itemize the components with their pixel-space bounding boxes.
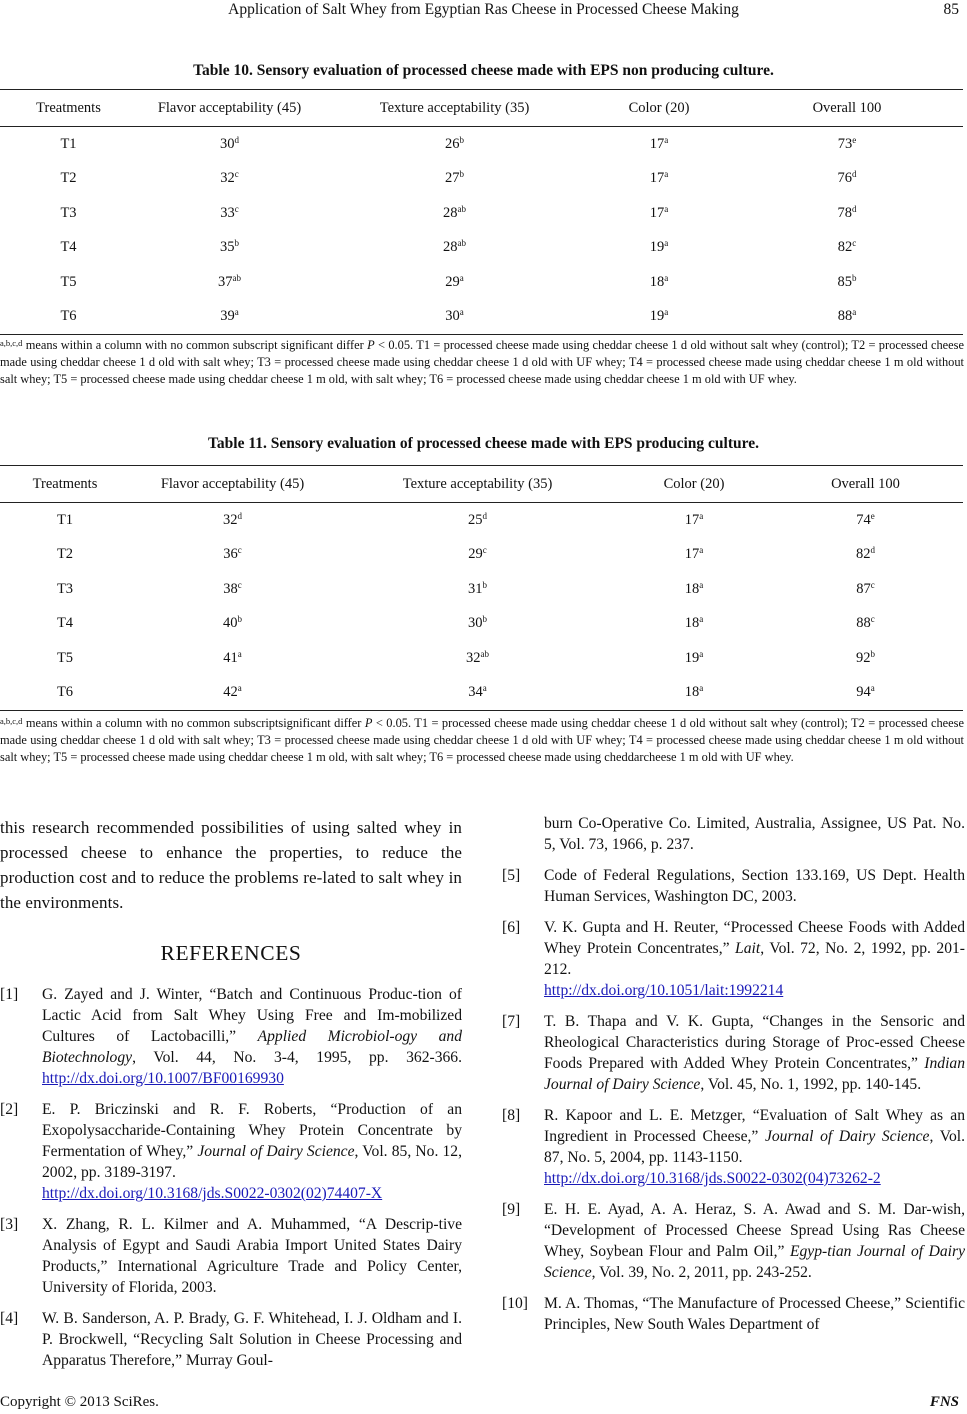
cell-overall: [731, 231, 963, 266]
cell-texture: [322, 265, 587, 300]
cell-overall: [768, 503, 963, 538]
cell-texture: [335, 572, 620, 607]
cell-flavor: [130, 676, 335, 711]
body-paragraph: this research recommended possibilities of using salted whey in processed cheese to enhance the properties, to reduce the production cost and to reduce the problems re-lated to salt whey in the environments.: [0, 818, 462, 912]
cell-texture: [322, 231, 587, 266]
ref-number: [9]: [502, 1201, 521, 1218]
doi-link[interactable]: http://dx.doi.org/10.3168/jds.S0022-0302(04)73262-2: [544, 1170, 881, 1187]
cell-treatment: [0, 162, 137, 197]
cell-value: 31: [468, 580, 483, 597]
journal-abbrev: FNS: [929, 1394, 959, 1410]
cell-value: 18: [684, 615, 700, 632]
cell-value: T4: [56, 615, 74, 632]
significance-letter: b: [459, 134, 464, 145]
significance-letter: b: [459, 169, 464, 180]
cell-color: [587, 127, 731, 162]
cell-value: 32: [223, 511, 238, 528]
ref-details: , Vol. 44, No. 3-4, 1995, pp. 362-366.: [132, 1049, 462, 1066]
cell-value: 37: [218, 273, 233, 290]
ref-number: [5]: [502, 867, 521, 884]
significance-letter: c: [234, 203, 239, 214]
cell-value: 28: [443, 239, 458, 256]
table-row: [0, 607, 963, 642]
cell-value: T3: [56, 580, 74, 597]
significance-letter: d: [852, 203, 857, 214]
reference-6: [502, 917, 965, 1001]
cell-value: 26: [445, 135, 460, 152]
cell-value: 19: [649, 308, 665, 325]
cell-flavor: [130, 538, 335, 573]
footnote-text-b: < 0.05. T1 = processed cheese made using cheddar cheese 1 d old without salt whey (control); T2 = processed cheese made using cheddar cheese 1 d old with salt whey; T3 = processed cheese made using cheddar cheese 1 d old with UF whey; T4 = processed cheese made using cheddar cheese 1 m old without salt whey; T5 = processed cheese made using cheddar cheese 1 m old, with salt whey; T6 = processed cheese made using cheddar cheese 1 m old with UF whey.: [0, 338, 964, 386]
footnote-p: P: [364, 716, 373, 730]
ref-journal: Egyp-tian Journal of Dairy Science: [544, 1243, 965, 1281]
table-header-row: [0, 466, 963, 503]
cell-value: 87: [856, 580, 871, 597]
table-11-footnote: [0, 715, 964, 766]
table-row: [0, 676, 963, 711]
ref-details: , Vol. 39, No. 2, 2011, pp. 243-252.: [591, 1264, 812, 1281]
table-row: [0, 538, 963, 573]
significance-letter: c: [482, 545, 487, 556]
cell-value: T1: [56, 511, 74, 528]
cell-value: T1: [60, 135, 77, 152]
table-row: [0, 196, 963, 231]
cell-color: [587, 300, 731, 335]
ref-text: G. Zayed and J. Winter, “Batch and Continuous Produc-tion of Lactic Acid from Salt Whey Using Free and Im-mobilized Cultures of Lactobacilli,”: [42, 986, 462, 1045]
cell-treatment: [0, 127, 137, 162]
col-header-color: Color (20): [620, 466, 768, 503]
footnote-superscript: a,b,c,d: [0, 338, 23, 348]
reference-5: [502, 865, 965, 907]
cell-color: [620, 641, 768, 676]
cell-flavor: [130, 572, 335, 607]
ref-number: [7]: [502, 1013, 521, 1030]
cell-value: 82: [856, 546, 871, 563]
cell-value: 25: [468, 511, 483, 528]
significance-letter: a: [664, 203, 669, 214]
significance-letter: d: [237, 510, 242, 521]
ref-text: M. A. Thomas, “The Manufacture of Processed Cheese,” Scientific Principles, New South Wales Department of: [544, 1295, 965, 1333]
significance-letter: c: [234, 169, 239, 180]
table-10-caption: Table 10. Sensory evaluation of processed cheese made with EPS non producing culture.: [193, 62, 774, 79]
significance-letter: a: [459, 307, 464, 318]
cell-treatment: [0, 300, 137, 335]
cell-flavor: [130, 641, 335, 676]
cell-treatment: [0, 676, 130, 711]
cell-texture: [335, 676, 620, 711]
cell-value: T6: [60, 308, 77, 325]
cell-value: 40: [223, 615, 238, 632]
reference-1: [0, 984, 462, 1089]
ref-number: [10]: [502, 1295, 528, 1312]
cell-value: T4: [60, 239, 77, 256]
col-header-flavor: Flavor acceptability (45): [137, 90, 322, 127]
table-row: [0, 503, 963, 538]
ref-text: Code of Federal Regulations, Section 133.169, US Dept. Health Human Services, Washington DC, 2003.: [544, 867, 965, 905]
cell-color: [620, 503, 768, 538]
cell-texture: [322, 196, 587, 231]
ref-journal: Indian Journal of Dairy Science: [544, 1055, 965, 1093]
significance-letter: d: [234, 134, 239, 145]
footnote-text-b: < 0.05. T1 = processed cheese made using cheddar cheese 1 d old without salt whey (control); T2 = processed cheese made using cheddar cheese 1 d old with salt whey; T3 = processed cheese made using cheddar cheese 1 d old with UF whey; T4 = processed cheese made using cheddar cheese 1 m old without salt whey; T5 = processed cheese made using cheddar cheese 1 m old, with salt whey; T6 = processed cheese made using cheddarcheese 1 m old with UF whey.: [0, 716, 964, 764]
significance-letter: c: [870, 614, 875, 625]
references-heading: REFERENCES: [160, 941, 302, 965]
col-header-overall: Overall 100: [731, 90, 963, 127]
table-10-footnote: [0, 337, 964, 388]
cell-value: 18: [684, 580, 700, 597]
ref-text: burn Co-Operative Co. Limited, Australia, Assignee, US Pat. No. 5, Vol. 73, 1966, p. 237.: [544, 815, 965, 853]
reference-7: [502, 1011, 965, 1095]
significance-letter: c: [237, 545, 242, 556]
cell-value: 94: [856, 684, 871, 701]
running-title: Application of Salt Whey from Egyptian Ras Cheese in Processed Cheese Making: [228, 1, 739, 18]
cell-texture: [335, 641, 620, 676]
col-header-flavor: Flavor acceptability (45): [130, 466, 335, 503]
cell-value: 42: [223, 684, 238, 701]
cell-value: 30: [468, 615, 483, 632]
cell-color: [620, 572, 768, 607]
cell-value: 17: [684, 546, 700, 563]
cell-value: 17: [649, 135, 665, 152]
significance-letter: c: [870, 579, 875, 590]
reference-2: [0, 1099, 462, 1204]
significance-letter: c: [852, 238, 857, 249]
cell-flavor: [137, 300, 322, 335]
cell-overall: [768, 641, 963, 676]
cell-overall: [731, 300, 963, 335]
cell-treatment: [0, 572, 130, 607]
cell-value: 88: [837, 308, 853, 325]
cell-value: 18: [684, 684, 700, 701]
cell-value: 17: [649, 170, 665, 187]
cell-overall: [731, 127, 963, 162]
col-header-treatments: Treatments: [0, 466, 130, 503]
footnote-text-a: means within a column with no common subscriptsignificant differ: [22, 716, 365, 730]
cell-value: 73: [837, 135, 853, 152]
ref-journal: Journal of Dairy Science: [197, 1143, 355, 1160]
cell-value: 17: [684, 511, 700, 528]
cell-value: 18: [649, 273, 665, 290]
significance-letter: ab: [480, 648, 489, 659]
reference-3: [0, 1214, 462, 1298]
table-10-body: [0, 127, 963, 335]
cell-value: 41: [223, 649, 238, 666]
footnote-p: P: [367, 338, 375, 352]
col-header-texture: Texture acceptability (35): [322, 90, 587, 127]
cell-overall: [768, 572, 963, 607]
significance-letter: d: [870, 545, 875, 556]
cell-treatment: [0, 607, 130, 642]
cell-value: 92: [856, 649, 871, 666]
cell-value: 34: [468, 684, 483, 701]
ref-number: [2]: [0, 1101, 19, 1118]
significance-letter: a: [699, 683, 704, 694]
significance-letter: ab: [457, 238, 466, 249]
left-column: [0, 815, 462, 1381]
cell-texture: [322, 162, 587, 197]
significance-letter: ab: [457, 203, 466, 214]
table-11: [0, 465, 963, 711]
reference-4: [0, 1308, 462, 1371]
cell-texture: [335, 538, 620, 573]
ref-number: [1]: [0, 986, 19, 1003]
reference-4-continued: [502, 813, 965, 855]
doi-link[interactable]: http://dx.doi.org/10.1051/lait:1992214: [544, 982, 784, 999]
table-row: [0, 127, 963, 162]
doi-link[interactable]: http://dx.doi.org/10.3168/jds.S0022-0302(02)74407-X: [42, 1185, 383, 1202]
significance-letter: b: [237, 614, 242, 625]
footnote-superscript: a,b,c,d: [0, 716, 23, 726]
table-10: [0, 89, 963, 335]
significance-letter: a: [664, 134, 669, 145]
cell-value: 85: [837, 273, 852, 290]
col-header-treatments: Treatments: [0, 90, 137, 127]
table-row: [0, 231, 963, 266]
ref-journal: Applied Microbiol-ogy and Biotechnology: [42, 1028, 462, 1066]
ref-journal: Journal of Dairy Science: [764, 1128, 930, 1145]
cell-treatment: [0, 538, 130, 573]
cell-value: 29: [445, 273, 460, 290]
reference-8: [502, 1105, 965, 1189]
cell-texture: [322, 127, 587, 162]
cell-treatment: [0, 231, 137, 266]
ref-text: W. B. Sanderson, A. P. Brady, G. F. Whitehead, I. J. Oldham and I. P. Brockwell, “Recycling Salt Solution in Cheese Processing and Apparatus Therefore,” Murray Goul-: [42, 1310, 462, 1369]
ref-details: , Vol. 87, No. 5, 2004, pp. 1143-1150.: [544, 1128, 966, 1166]
ref-text: X. Zhang, R. L. Kilmer and A. Muhammed, “A Descrip-tive Analysis of Egypt and Saudi Arabia Import United States Dairy Products,” International Agriculture Trade and Policy Center, University of Florida, 2003.: [42, 1216, 462, 1296]
cell-value: 35: [220, 239, 235, 256]
table-row: [0, 265, 963, 300]
significance-letter: b: [234, 238, 239, 249]
cell-value: 29: [468, 546, 483, 563]
table-row: [0, 300, 963, 335]
significance-letter: a: [234, 307, 239, 318]
cell-value: 36: [223, 546, 238, 563]
cell-texture: [322, 300, 587, 335]
significance-letter: a: [482, 683, 487, 694]
cell-value: 17: [649, 204, 665, 221]
cell-color: [620, 676, 768, 711]
cell-value: 74: [856, 511, 871, 528]
cell-color: [587, 196, 731, 231]
significance-letter: a: [459, 272, 464, 283]
significance-letter: b: [482, 614, 487, 625]
cell-value: T2: [60, 170, 77, 187]
significance-letter: a: [664, 169, 669, 180]
cell-value: 19: [649, 239, 665, 256]
cell-flavor: [137, 127, 322, 162]
ref-text: V. K. Gupta and H. Reuter, “Processed Cheese Foods with Added Whey Protein Concentrates,”: [544, 919, 965, 957]
col-header-overall: Overall 100: [768, 466, 963, 503]
significance-letter: e: [870, 510, 875, 521]
significance-letter: d: [852, 169, 857, 180]
cell-value: 30: [445, 308, 460, 325]
cell-flavor: [130, 503, 335, 538]
cell-flavor: [137, 162, 322, 197]
cell-overall: [731, 162, 963, 197]
ref-number: [4]: [0, 1310, 19, 1327]
ref-number: [6]: [502, 919, 521, 936]
cell-value: 82: [837, 239, 853, 256]
running-header: [0, 0, 967, 24]
cell-flavor: [137, 196, 322, 231]
significance-letter: a: [870, 683, 875, 694]
page-footer: [0, 1394, 967, 1414]
cell-value: 32: [220, 170, 235, 187]
cell-value: T6: [56, 684, 74, 701]
significance-letter: a: [237, 683, 242, 694]
ref-number: [8]: [502, 1107, 521, 1124]
significance-letter: a: [664, 307, 669, 318]
cell-value: 78: [837, 204, 852, 221]
cell-flavor: [137, 231, 322, 266]
cell-color: [587, 265, 731, 300]
significance-letter: b: [870, 648, 875, 659]
table-row: [0, 641, 963, 676]
ref-text: R. Kapoor and L. E. Metzger, “Evaluation of Salt Whey as an Ingredient in Processed Cheese,”: [544, 1107, 965, 1145]
cell-overall: [768, 538, 963, 573]
cell-overall: [731, 196, 963, 231]
ref-text: E. H. E. Ayad, A. A. Heraz, S. A. Awad and S. M. Dar-wish, “Development of Processed Cheese Spread Using Ras Cheese Whey, Soybean Flour and Palm Oil,”: [544, 1201, 965, 1260]
cell-texture: [335, 503, 620, 538]
significance-letter: a: [664, 238, 669, 249]
reference-10: [502, 1293, 965, 1335]
cell-overall: [768, 676, 963, 711]
right-column: [502, 813, 965, 1345]
col-header-texture: Texture acceptability (35): [335, 466, 620, 503]
footnote-text-a: means within a column with no common subscript significant differ: [22, 338, 368, 352]
cell-value: 28: [443, 204, 458, 221]
cell-flavor: [137, 265, 322, 300]
significance-letter: a: [699, 545, 704, 556]
copyright-notice: Copyright © 2013 SciRes.: [0, 1394, 159, 1410]
col-header-color: Color (20): [587, 90, 731, 127]
table-header-row: [0, 90, 963, 127]
significance-letter: a: [852, 307, 857, 318]
cell-value: 39: [220, 308, 235, 325]
cell-overall: [731, 265, 963, 300]
ref-details: , Vol. 85, No. 12, 2002, pp. 3189-3197.: [42, 1143, 463, 1181]
significance-letter: e: [852, 134, 857, 145]
cell-value: T5: [56, 649, 74, 666]
cell-value: 88: [856, 615, 871, 632]
cell-texture: [335, 607, 620, 642]
table-row: [0, 162, 963, 197]
cell-color: [587, 231, 731, 266]
ref-text: E. P. Briczinski and R. F. Roberts, “Production of an Exopolysaccharide-Containing Whey Protein Concentrate by Fermentation of Whey,”: [42, 1101, 462, 1160]
cell-treatment: [0, 265, 137, 300]
table-11-caption: Table 11. Sensory evaluation of processed cheese made with EPS producing culture.: [208, 435, 759, 452]
cell-value: 38: [223, 580, 238, 597]
significance-letter: b: [852, 272, 857, 283]
cell-treatment: [0, 641, 130, 676]
significance-letter: a: [699, 579, 704, 590]
cell-value: 32: [466, 649, 481, 666]
significance-letter: d: [482, 510, 487, 521]
ref-text: T. B. Thapa and V. K. Gupta, “Changes in the Sensoric and Rheological Characteristics during Storage of Proc-essed Cheese Foods Prepared with Added Whey Protein Concentrates,”: [544, 1013, 965, 1072]
significance-letter: ab: [232, 272, 241, 283]
reference-9: [502, 1199, 965, 1283]
significance-letter: c: [237, 579, 242, 590]
significance-letter: a: [699, 648, 704, 659]
cell-color: [587, 162, 731, 197]
cell-value: 33: [220, 204, 235, 221]
cell-value: T2: [56, 546, 74, 563]
cell-treatment: [0, 503, 130, 538]
cell-value: 76: [837, 170, 852, 187]
ref-details: , Vol. 72, No. 2, 1992, pp. 201-212.: [544, 940, 965, 978]
ref-details: , Vol. 45, No. 1, 1992, pp. 140-145.: [700, 1076, 922, 1093]
cell-value: 30: [220, 135, 235, 152]
cell-value: T3: [60, 204, 77, 221]
significance-letter: a: [664, 272, 669, 283]
page-number: 85: [943, 1, 959, 18]
cell-value: 27: [445, 170, 460, 187]
cell-value: T5: [60, 273, 77, 290]
significance-letter: a: [237, 648, 242, 659]
cell-color: [620, 607, 768, 642]
ref-number: [3]: [0, 1216, 19, 1233]
cell-treatment: [0, 196, 137, 231]
table-11-body: [0, 503, 963, 711]
significance-letter: a: [699, 510, 704, 521]
cell-overall: [768, 607, 963, 642]
table-row: [0, 572, 963, 607]
doi-link[interactable]: http://dx.doi.org/10.1007/BF00169930: [42, 1070, 284, 1087]
significance-letter: b: [482, 579, 487, 590]
cell-color: [620, 538, 768, 573]
cell-flavor: [130, 607, 335, 642]
cell-value: 19: [684, 649, 700, 666]
significance-letter: a: [699, 614, 704, 625]
ref-journal: Lait: [735, 940, 761, 957]
